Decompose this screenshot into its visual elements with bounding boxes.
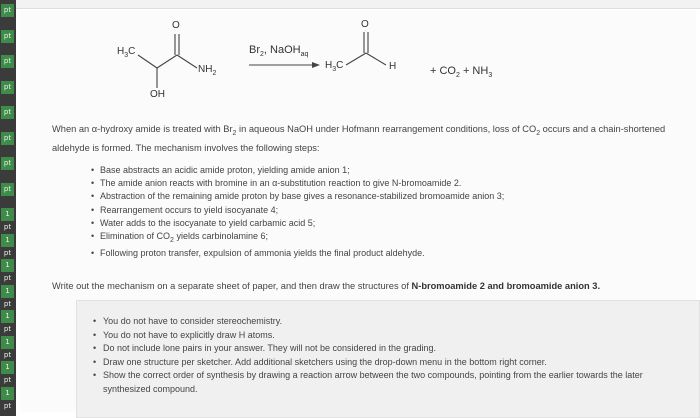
reactant-h3c-label: $H_3C$ — [117, 46, 136, 59]
reagents-label: $Br_2$, NaOH$_{aq}$ — [249, 44, 309, 59]
points-badge[interactable]: 1 pt — [1, 208, 14, 221]
reaction-arrow — [249, 62, 320, 68]
points-badge[interactable]: 1 pt — [1, 234, 14, 247]
points-badge[interactable]: 1 pt — [1, 387, 14, 400]
instruction-item: • Do not include lone pairs in your answer. They will not be considered in the grading. — [103, 342, 683, 356]
reactant-nh2-label: $NH_2$ — [198, 64, 217, 77]
points-badge[interactable]: pt — [1, 81, 14, 94]
instructions-box — [76, 300, 700, 418]
mechanism-step: • The amide anion reacts with bromine in an α-substitution reaction to give N-bromoamide 2. — [100, 177, 504, 190]
top-bar — [16, 0, 700, 9]
instruction-item: • Show the correct order of synthesis by drawing a reaction arrow between the two compounds, pointing from the earlier towards the later synthesized compound. — [103, 369, 683, 396]
points-badge[interactable]: 1 pt — [1, 259, 14, 272]
points-badge[interactable]: 1 pt — [1, 285, 14, 298]
mechanism-step: • Base abstracts an acidic amide proton, yielding amide anion 1; — [100, 164, 504, 177]
instruction-item: • Draw one structure per sketcher. Add additional sketchers using the drop-down menu in the bottom right corner. — [103, 356, 683, 370]
mechanism-step: • Following proton transfer, expulsion of ammonia yields the final product aldehyde. — [100, 247, 504, 260]
points-badge[interactable]: pt — [1, 30, 14, 43]
instruction-item: • You do not have to explicitly draw H atoms. — [103, 329, 683, 343]
mechanism-step: • Abstraction of the remaining amide proton by base gives a resonance-stabilized bromoamide anion 3; — [100, 190, 504, 203]
byproducts-label: + $CO_2 + NH_3$ — [430, 65, 493, 80]
question-emphasis: N-bromoamide 2 and bromoamide anion 3. — [411, 281, 601, 291]
question-prefix: Write out the mechanism on a separate sheet of paper, and then draw the structures of — [52, 281, 412, 291]
points-badge[interactable]: pt — [1, 4, 14, 17]
reactant-structure — [138, 34, 197, 88]
question-prompt — [52, 281, 600, 291]
product-h-label: H — [389, 61, 397, 72]
product-o-label: O — [361, 19, 369, 30]
product-h3c-label: $H_3C$ — [325, 60, 344, 73]
points-badge[interactable]: pt — [1, 106, 14, 119]
points-badge[interactable]: pt — [1, 132, 14, 145]
points-badge[interactable]: 1 pt — [1, 310, 14, 323]
instructions-list — [103, 315, 683, 396]
mechanism-step: • Elimination of $CO_2$ yields carbinolamine 6; — [100, 230, 504, 247]
intro-paragraph: When an α-hydroxy amide is treated with $Br_2$ in aqueous NaOH under Hofmann rearrangement conditions, loss of $CO_2$ occurs and a chain-shortened aldehyde is formed. The mechanism involves the following steps: — [52, 124, 666, 153]
points-badge[interactable]: pt — [1, 157, 14, 170]
points-badge[interactable]: pt — [1, 55, 14, 68]
question-content — [20, 10, 696, 412]
reactant-oh-label: OH — [150, 89, 165, 100]
points-badge[interactable]: 1 pt — [1, 361, 14, 374]
question-nav-sidebar — [0, 0, 16, 416]
points-badge[interactable]: pt — [1, 183, 14, 196]
instruction-item: • You do not have to consider stereochemistry. — [103, 315, 683, 329]
points-badge[interactable]: 1 pt — [1, 336, 14, 349]
product-structure — [346, 32, 386, 65]
mechanism-steps-list — [100, 164, 504, 260]
mechanism-step: • Rearrangement occurs to yield isocyanate 4; — [100, 204, 504, 217]
mechanism-step: • Water adds to the isocyanate to yield carbamic acid 5; — [100, 217, 504, 230]
reaction-scheme-svg — [20, 10, 696, 110]
reaction-scheme — [20, 10, 696, 110]
reactant-o-label: O — [172, 20, 180, 31]
